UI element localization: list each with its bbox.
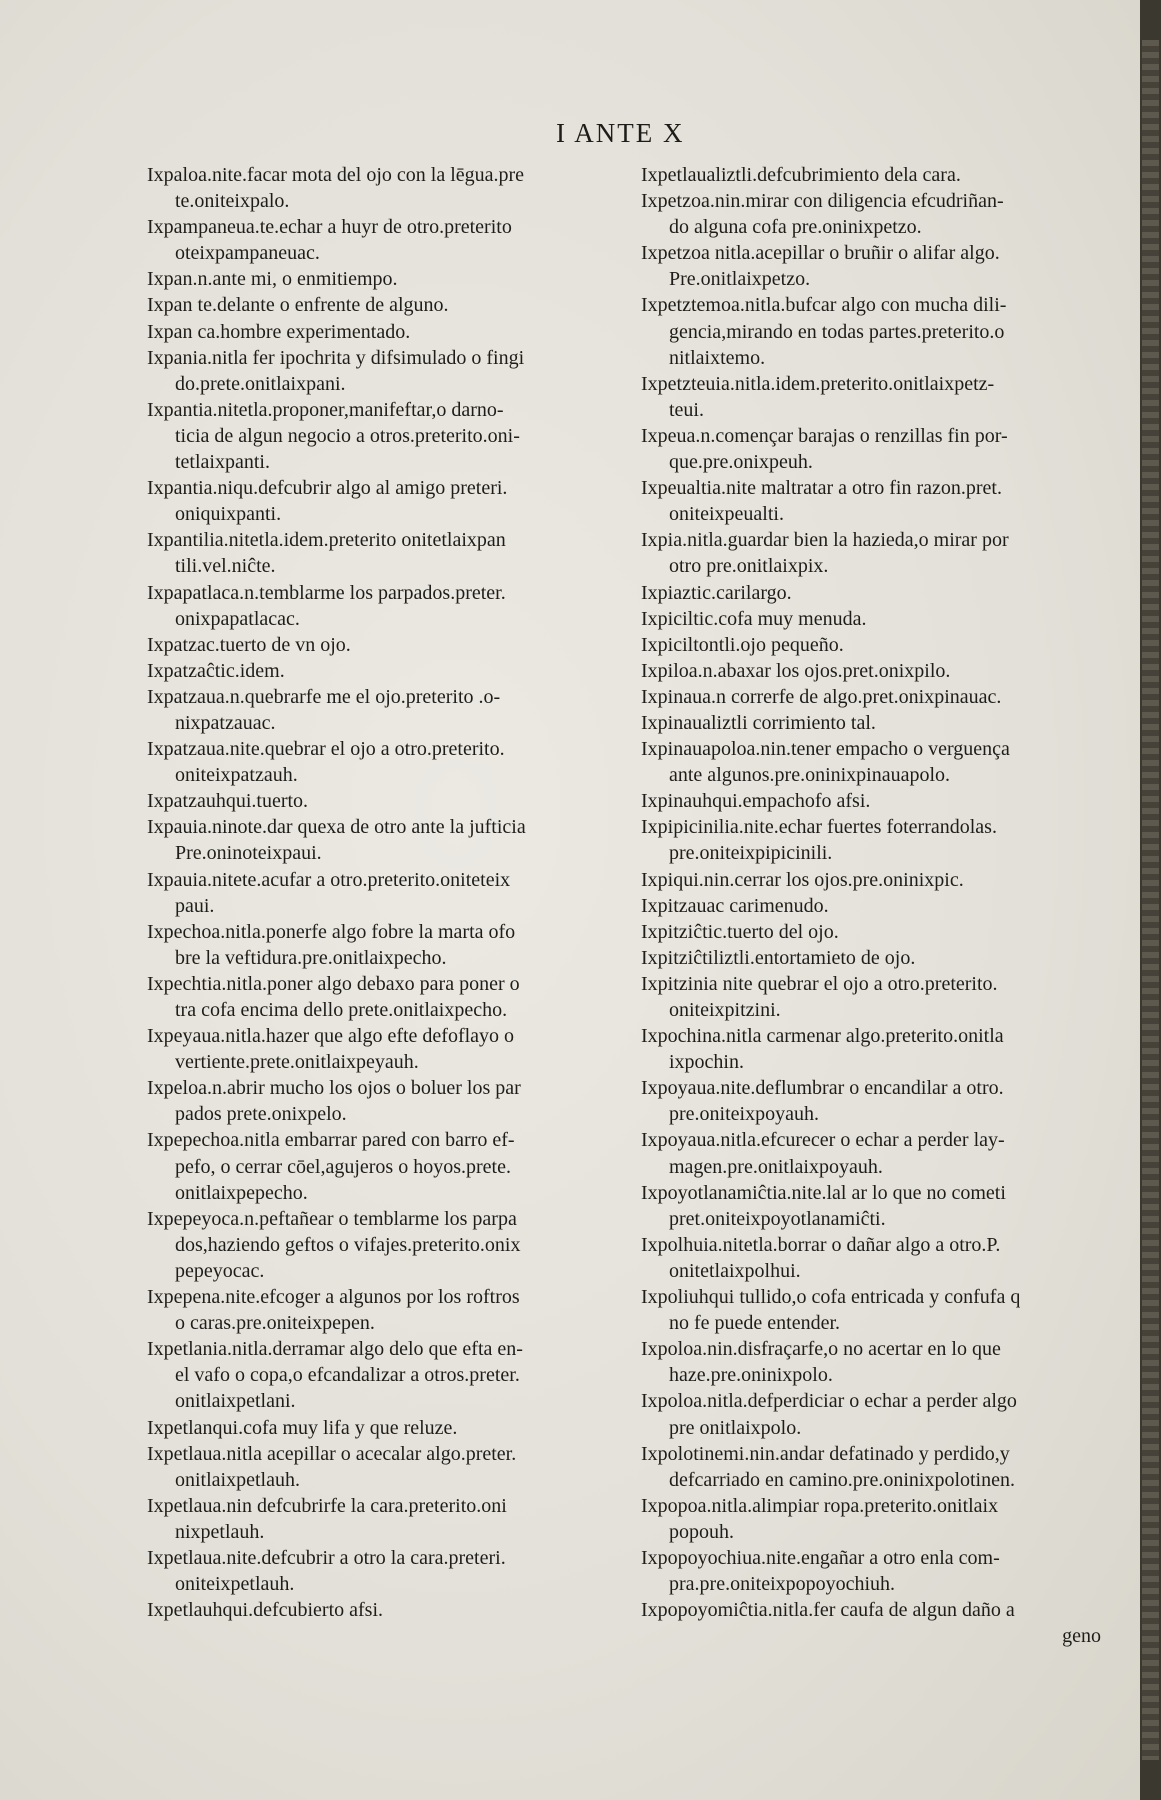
dictionary-line: Ixpauia.ninote.dar quexa de otro ante la jufticia [147, 816, 526, 839]
dictionary-line: Ixpechoa.nitla.ponerfe algo fobre la marta ofo [147, 920, 516, 943]
adjacent-page-edge [1140, 0, 1161, 1800]
dictionary-line: Ixpoyaua.nite.deflumbrar o encandilar a otro. [641, 1077, 1004, 1100]
dictionary-line: pre.oniteixpipicinili. [669, 842, 833, 865]
dictionary-line: Ixpatzac.tuerto de vn ojo. [147, 633, 351, 656]
dictionary-line: Ixpepena.nite.efcoger a algunos por los roftros [147, 1286, 520, 1309]
adjacent-page-text-strip [1142, 40, 1159, 1760]
dictionary-line: tra cofa encima dello prete.onitlaixpecho. [175, 999, 508, 1021]
dictionary-line: otro pre.onitlaixpix. [669, 555, 829, 578]
running-header: I ANTE X [556, 118, 685, 148]
dictionary-line: pret.oniteixpoyotlanamiĉti. [669, 1207, 886, 1230]
dictionary-line: Ixpantia.nitetla.proponer,manifeftar,o darno- [147, 398, 504, 421]
dictionary-line: pados prete.onixpelo. [175, 1103, 347, 1126]
dictionary-line: Ixpitziĉtic.tuerto del ojo. [641, 920, 839, 943]
dictionary-line: pepeyocac. [175, 1259, 265, 1282]
dictionary-line: te.oniteixpalo. [175, 190, 290, 213]
dictionary-line: haze.pre.oninixpolo. [669, 1364, 833, 1387]
dictionary-line: Ixpopoyochiua.nite.engañar a otro enla com- [641, 1546, 1000, 1569]
dictionary-line: dos,haziendo geftos o vifajes.preterito.onix [175, 1233, 521, 1256]
dictionary-line: Ixpampaneua.te.echar a huyr de otro.preterito [147, 216, 512, 239]
dictionary-line: Ixpeua.n.començar barajas o renzillas fin por- [641, 424, 1008, 447]
dictionary-line: Ixpetlaua.nitla acepillar o acecalar algo.preter. [147, 1442, 517, 1465]
dictionary-line: oniteixpetlauh. [175, 1573, 295, 1596]
dictionary-line: Ixpeyaua.nitla.hazer que algo efte defoflayo o [147, 1025, 515, 1048]
dictionary-line: Ixpia.nitla.guardar bien la hazieda,o mirar por [641, 529, 1009, 552]
dictionary-line: ixpochin. [669, 1051, 744, 1074]
dictionary-line: oniteixpitzini. [669, 999, 781, 1021]
dictionary-line: Ixpitzauac carimenudo. [641, 894, 829, 917]
dictionary-line: Pre.oninoteixpaui. [175, 842, 322, 865]
dictionary-line: Ixpetztemoa.nitla.bufcar algo con mucha dili- [641, 294, 1007, 317]
dictionary-line: onitlaixpepecho. [175, 1181, 308, 1204]
dictionary-line: nixpatzauac. [175, 711, 276, 734]
dictionary-line: Ixpan.n.ante mi, o enmitiempo. [147, 268, 398, 291]
dictionary-line: ante algunos.pre.oninixpinauapolo. [669, 764, 951, 787]
dictionary-line: Ixpiciltic.cofa muy menuda. [641, 607, 867, 630]
dictionary-line: Ixpitziĉtiliztli.entortamieto de ojo. [641, 946, 916, 969]
dictionary-line: Ixpetlauhqui.defcubierto afsi. [147, 1599, 384, 1622]
dictionary-line: Ixpechtia.nitla.poner algo debaxo para poner o [147, 972, 520, 995]
dictionary-line: Ixpauia.nitete.acufar a otro.preterito.oniteteix [147, 868, 511, 891]
dictionary-line: el vafo o copa,o efcandalizar a otros.preter. [175, 1364, 520, 1387]
dictionary-line: Ixpantia.niqu.defcubrir algo al amigo preteri. [147, 477, 508, 500]
dictionary-line: oniteixpatzauh. [175, 764, 298, 787]
dictionary-line: Ixpoyotlanamiĉtia.nite.lal ar lo que no cometi [641, 1181, 1006, 1204]
dictionary-line: Ixpatzauhqui.tuerto. [147, 790, 309, 813]
dictionary-line: Ixpeualtia.nite maltratar a otro fin razon.pret. [641, 477, 1002, 500]
left-column [147, 162, 627, 1623]
dictionary-line: Ixpepeyoca.n.peftañear o temblarme los parpa [147, 1207, 517, 1230]
right-column [641, 162, 1117, 1649]
dictionary-line: Ixpatzaĉtic.idem. [147, 659, 285, 682]
dictionary-line: defcarriado en camino.pre.oninixpolotinen. [669, 1468, 1015, 1491]
dictionary-line: do alguna cofa pre.oninixpetzo. [669, 216, 922, 239]
dictionary-line: Pre.onitlaixpetzo. [669, 268, 811, 291]
dictionary-line: Ixpatzaua.nite.quebrar el ojo a otro.preterito. [147, 738, 505, 761]
dictionary-line: Ixpetzoa nitla.acepillar o bruñir o alifar algo. [641, 242, 1000, 265]
dictionary-line: Ixpipicinilia.nite.echar fuertes foterrandolas. [641, 816, 997, 839]
dictionary-line: teui. [669, 398, 704, 421]
dictionary-line: Ixpiloa.n.abaxar los ojos.pret.onixpilo. [641, 659, 951, 682]
dictionary-line: no fe puede entender. [669, 1312, 841, 1335]
dictionary-line: tili.vel.niĉte. [175, 555, 276, 578]
dictionary-line: Ixpan ca.hombre experimentado. [147, 320, 411, 343]
dictionary-line: Ixpinaua.n correrfe de algo.pret.onixpinauac. [641, 685, 1002, 708]
dictionary-line: Ixpetlanqui.cofa muy lifa y que reluze. [147, 1416, 458, 1439]
catchword: geno [1062, 1625, 1101, 1648]
dictionary-line: Ixpitzinia nite quebrar el ojo a otro.preterito. [641, 972, 998, 995]
dictionary-line: nitlaixtemo. [669, 346, 766, 369]
dictionary-line: vertiente.prete.onitlaixpeyauh. [175, 1051, 419, 1074]
dictionary-line: Ixpiqui.nin.cerrar los ojos.pre.oninixpic. [641, 868, 964, 891]
dictionary-line: tetlaixpanti. [175, 451, 270, 474]
dictionary-line: pre onitlaixpolo. [669, 1416, 802, 1439]
dictionary-line: oteixpampaneuac. [175, 242, 320, 265]
dictionary-line: onitlaixpetlani. [175, 1390, 296, 1413]
dictionary-line: Ixpetlaua.nin defcubrirfe la cara.preterito.oni [147, 1494, 507, 1517]
dictionary-line: Ixpetlania.nitla.derramar algo delo que efta en- [147, 1338, 523, 1361]
dictionary-line: Ixpaloa.nite.facar mota del ojo con la lēgua.pre [147, 164, 525, 186]
dictionary-line: magen.pre.onitlaixpoyauh. [669, 1155, 883, 1178]
dictionary-line: Ixpetlaua.nite.defcubrir a otro la cara.preteri. [147, 1546, 506, 1569]
dictionary-line: o caras.pre.oniteixpepen. [175, 1312, 375, 1335]
dictionary-line: Ixpepechoa.nitla embarrar pared con barro ef- [147, 1129, 515, 1152]
dictionary-line: Ixpopoyomiĉtia.nitla.fer caufa de algun daño a [641, 1599, 1015, 1622]
dictionary-line: popouh. [669, 1520, 734, 1543]
dictionary-line: Ixpapatlaca.n.temblarme los parpados.preter. [147, 581, 506, 604]
dictionary-line: Ixpolhuia.nitetla.borrar o dañar algo a otro.P. [641, 1233, 1001, 1256]
dictionary-line: Ixpoliuhqui tullido,o cofa entricada y confufa q [641, 1286, 1021, 1309]
dictionary-line: do.prete.onitlaixpani. [175, 372, 346, 395]
dictionary-line: Ixpan te.delante o enfrente de alguno. [147, 294, 449, 317]
dictionary-line: pra.pre.oniteixpopoyochiuh. [669, 1573, 896, 1596]
dictionary-line: Ixpopoa.nitla.alimpiar ropa.preterito.onitlaix [641, 1494, 999, 1517]
dictionary-line: Ixpiaztic.carilargo. [641, 581, 792, 604]
dictionary-line: Ixpetlaualiztli.defcubrimiento dela cara. [641, 164, 961, 186]
dictionary-line: Ixpetzteuia.nitla.idem.preterito.onitlaixpetz- [641, 372, 995, 395]
dictionary-line: oniteixpeualti. [669, 503, 784, 526]
dictionary-line: ticia de algun negocio a otros.preterito.oni- [175, 424, 520, 447]
dictionary-line: onitetlaixpolhui. [669, 1259, 801, 1282]
dictionary-line: pefo, o cerrar cōel,agujeros o hoyos.prete. [175, 1155, 511, 1178]
dictionary-line: Ixpeloa.n.abrir mucho los ojos o boluer los par [147, 1077, 521, 1100]
dictionary-line: Ixpinauhqui.empachofo afsi. [641, 790, 871, 813]
dictionary-line: Ixpoloa.nin.disfraçarfe,o no acertar en lo que [641, 1338, 1001, 1361]
dictionary-line: Ixpania.nitla fer ipochrita y difsimulado o fingi [147, 346, 525, 369]
dictionary-line: oniquixpanti. [175, 503, 282, 526]
dictionary-line: nixpetlauh. [175, 1520, 265, 1543]
dictionary-line: Ixpoloa.nitla.defperdiciar o echar a perder algo [641, 1390, 1017, 1413]
dictionary-line: Ixpochina.nitla carmenar algo.preterito.onitla [641, 1025, 1004, 1048]
dictionary-line: pre.oniteixpoyauh. [669, 1103, 819, 1126]
dictionary-line: paui. [175, 894, 215, 917]
dictionary-line: Ixpantilia.nitetla.idem.preterito onitetlaixpan [147, 529, 506, 552]
dictionary-line: Ixpatzaua.n.quebrarfe me el ojo.preterito .o- [147, 685, 501, 708]
dictionary-line: Ixpetzoa.nin.mirar con diligencia efcudriñan- [641, 190, 1004, 213]
dictionary-line: Ixpolotinemi.nin.andar defatinado y perdido,y [641, 1442, 1010, 1465]
dictionary-line: onitlaixpetlauh. [175, 1468, 300, 1491]
dictionary-line: Ixpinaualiztli corrimiento tal. [641, 711, 876, 734]
dictionary-line: Ixpinauapoloa.nin.tener empacho o verguença [641, 738, 1010, 761]
dictionary-line: Ixpoyaua.nitla.efcurecer o echar a perder lay- [641, 1129, 1005, 1152]
dictionary-line: gencia,mirando en todas partes.preterito.o [669, 320, 1005, 343]
dictionary-line: onixpapatlacac. [175, 607, 300, 630]
dictionary-line: bre la veftidura.pre.onitlaixpecho. [175, 946, 447, 969]
dictionary-line: que.pre.onixpeuh. [669, 451, 813, 474]
dictionary-line: Ixpiciltontli.ojo pequeño. [641, 633, 844, 656]
